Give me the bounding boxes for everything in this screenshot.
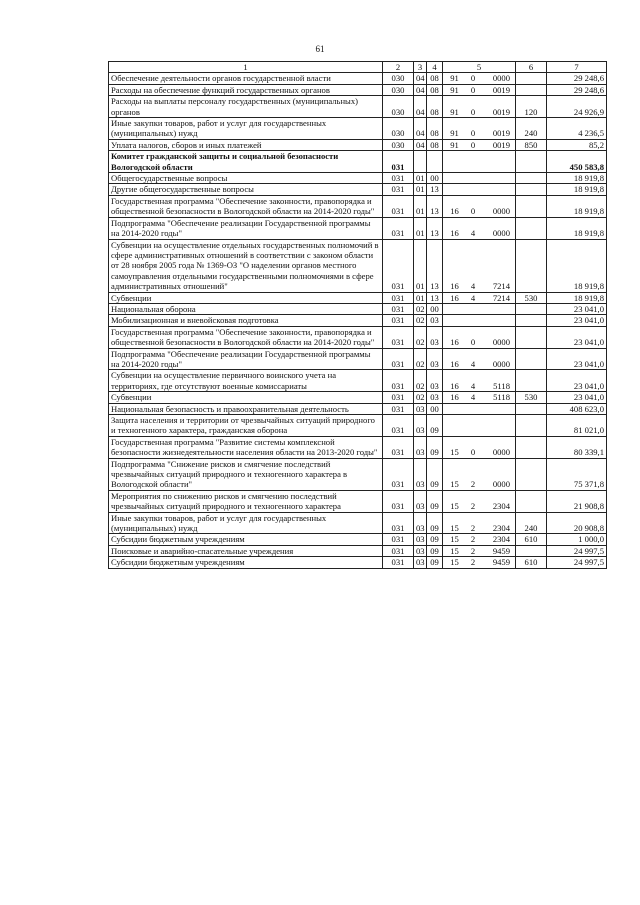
item-name: Общегосударственные вопросы — [109, 173, 383, 184]
code-part-cs1: 15 — [450, 545, 459, 556]
code-part-cs3: 5118 — [493, 380, 510, 391]
target-article-code — [443, 173, 516, 184]
admin-code: 030 — [383, 84, 414, 95]
expense-type-code — [516, 315, 547, 326]
code-part-cs3: 0019 — [492, 128, 510, 139]
section-code: 04 — [414, 73, 427, 84]
expense-type-code — [516, 415, 547, 437]
target-article-code — [443, 348, 516, 370]
expense-type-code — [516, 151, 547, 173]
item-name: Иные закупки товаров, работ и услуг для государственных (муниципальных) нужд — [109, 512, 383, 534]
amount: 408 623,0 — [547, 403, 607, 414]
table-row — [109, 403, 607, 414]
code-part-cs3: 7214 — [492, 292, 510, 303]
code-part-cs3: 5118 — [493, 392, 510, 403]
subsection-code: 13 — [427, 195, 443, 217]
target-article-code — [443, 436, 516, 458]
section-code: 01 — [414, 239, 427, 292]
item-name: Субвенции — [109, 392, 383, 403]
code-part-cs1: 16 — [450, 380, 459, 391]
target-article-code — [443, 315, 516, 326]
item-name: Национальная безопасность и правоохранительная деятельность — [109, 403, 383, 414]
table-row — [109, 392, 607, 403]
table-row — [109, 139, 607, 150]
expense-type-code — [516, 195, 547, 217]
subsection-code: 00 — [427, 173, 443, 184]
admin-code: 031 — [383, 534, 414, 545]
subsection-code: 03 — [427, 326, 443, 348]
target-article-code — [443, 292, 516, 303]
code-part-cs3: 0019 — [492, 106, 510, 117]
subsection-code: 08 — [427, 84, 443, 95]
admin-code: 031 — [383, 184, 414, 195]
section-code: 04 — [414, 84, 427, 95]
admin-code: 031 — [383, 415, 414, 437]
admin-code: 030 — [383, 73, 414, 84]
subsection-code: 08 — [427, 139, 443, 150]
amount: 29 248,6 — [547, 84, 607, 95]
amount: 24 926,9 — [547, 96, 607, 118]
subsection-code: 09 — [427, 458, 443, 490]
admin-code: 031 — [383, 151, 414, 173]
code-part-cs2: 2 — [470, 545, 476, 556]
expense-type-code — [516, 239, 547, 292]
budget-table — [108, 61, 607, 569]
section-code: 03 — [414, 534, 427, 545]
column-header: 2 — [383, 62, 414, 73]
table-row — [109, 534, 607, 545]
code-part-cs2: 0 — [470, 206, 476, 217]
item-name: Иные закупки товаров, работ и услуг для государственных (муниципальных) нужд — [109, 118, 383, 140]
target-article-code — [443, 534, 516, 545]
code-part-cs2: 2 — [470, 479, 476, 490]
code-part-cs1: 16 — [450, 206, 459, 217]
amount: 4 236,5 — [547, 118, 607, 140]
section-code: 04 — [414, 96, 427, 118]
code-part-cs2: 0 — [470, 73, 476, 84]
subsection-code: 00 — [427, 403, 443, 414]
table-row — [109, 557, 607, 568]
admin-code: 031 — [383, 173, 414, 184]
code-part-cs1: 91 — [450, 73, 459, 84]
column-header: 6 — [516, 62, 547, 73]
item-name: Подпрограмма "Снижение рисков и смягчение последствий чрезвычайных ситуаций природного и техногенного характера в Вологодской области" — [109, 458, 383, 490]
section-code: 03 — [414, 490, 427, 512]
amount: 23 041,0 — [547, 303, 607, 314]
code-part-cs3: 9459 — [492, 545, 510, 556]
admin-code: 031 — [383, 303, 414, 314]
code-part-cs2: 4 — [470, 228, 476, 239]
admin-code: 031 — [383, 217, 414, 239]
code-part-cs1: 15 — [450, 523, 459, 534]
table-row — [109, 545, 607, 556]
admin-code: 031 — [383, 436, 414, 458]
target-article-code — [443, 490, 516, 512]
subsection-code: 09 — [427, 436, 443, 458]
target-article-code — [443, 151, 516, 173]
expense-type-code — [516, 348, 547, 370]
item-name: Субвенции на осуществление первичного воинского учета на территориях, где отсутствуют военные комиссариаты — [109, 370, 383, 392]
table-row — [109, 370, 607, 392]
target-article-code — [443, 512, 516, 534]
expense-type-code — [516, 490, 547, 512]
expense-type-code — [516, 403, 547, 414]
code-part-cs3: 0000 — [492, 337, 510, 348]
code-part-cs3: 0000 — [492, 206, 510, 217]
table-row — [109, 326, 607, 348]
code-part-cs1: 15 — [450, 447, 459, 458]
admin-code: 031 — [383, 512, 414, 534]
target-article-code — [443, 557, 516, 568]
table-row — [109, 415, 607, 437]
code-part-cs3: 0000 — [492, 358, 510, 369]
code-part-cs1: 15 — [450, 479, 459, 490]
item-name: Обеспечение деятельности органов государственной власти — [109, 73, 383, 84]
code-part-cs1: 15 — [450, 501, 459, 512]
target-article-code — [443, 326, 516, 348]
code-part-cs1: 91 — [450, 84, 459, 95]
subsection-code: 03 — [427, 392, 443, 403]
code-part-cs3: 2304 — [492, 523, 510, 534]
admin-code: 030 — [383, 96, 414, 118]
target-article-code — [443, 392, 516, 403]
amount: 24 997,5 — [547, 545, 607, 556]
section-code: 01 — [414, 195, 427, 217]
code-part-cs3: 0000 — [492, 479, 510, 490]
admin-code: 030 — [383, 139, 414, 150]
code-part-cs3: 0000 — [492, 73, 510, 84]
code-part-cs1: 16 — [450, 281, 459, 292]
table-row — [109, 195, 607, 217]
table-row — [109, 84, 607, 95]
target-article-code — [443, 545, 516, 556]
subsection-code: 08 — [427, 73, 443, 84]
code-part-cs1: 16 — [450, 337, 459, 348]
section-code: 02 — [414, 348, 427, 370]
item-name: Расходы на обеспечение функций государственных органов — [109, 84, 383, 95]
code-part-cs2: 4 — [470, 380, 476, 391]
item-name: Расходы на выплаты персоналу государственных (муниципальных) органов — [109, 96, 383, 118]
target-article-code — [443, 139, 516, 150]
amount: 23 041,0 — [547, 326, 607, 348]
section-code: 04 — [414, 139, 427, 150]
admin-code: 031 — [383, 370, 414, 392]
expense-type-code — [516, 73, 547, 84]
item-name: Защита населения и территории от чрезвычайных ситуаций природного и техногенного характера, гражданская оборона — [109, 415, 383, 437]
item-name: Поисковые и аварийно-спасательные учреждения — [109, 545, 383, 556]
section-code: 02 — [414, 326, 427, 348]
subsection-code: 08 — [427, 118, 443, 140]
table-row — [109, 73, 607, 84]
expense-type-code: 610 — [516, 534, 547, 545]
target-article-code — [443, 73, 516, 84]
amount: 20 908,8 — [547, 512, 607, 534]
table-row — [109, 118, 607, 140]
subsection-code: 13 — [427, 217, 443, 239]
target-article-code — [443, 303, 516, 314]
target-article-code — [443, 403, 516, 414]
subsection-code: 09 — [427, 545, 443, 556]
column-header: 1 — [109, 62, 383, 73]
code-part-cs2: 0 — [470, 106, 476, 117]
target-article-code — [443, 217, 516, 239]
expense-type-code — [516, 184, 547, 195]
amount: 85,2 — [547, 139, 607, 150]
admin-code: 031 — [383, 490, 414, 512]
section-code: 03 — [414, 436, 427, 458]
expense-type-code — [516, 326, 547, 348]
item-name: Другие общегосударственные вопросы — [109, 184, 383, 195]
code-part-cs2: 0 — [470, 84, 476, 95]
table-row — [109, 96, 607, 118]
amount: 80 339,1 — [547, 436, 607, 458]
subsection-code: 03 — [427, 370, 443, 392]
column-header: 7 — [547, 62, 607, 73]
table-row — [109, 184, 607, 195]
amount: 18 919,8 — [547, 239, 607, 292]
table-row — [109, 436, 607, 458]
admin-code: 031 — [383, 557, 414, 568]
table-row — [109, 239, 607, 292]
item-name: Мероприятия по снижению рисков и смягчению последствий чрезвычайных ситуаций природного и техногенного характера — [109, 490, 383, 512]
admin-code: 031 — [383, 326, 414, 348]
item-name: Субвенции — [109, 292, 383, 303]
expense-type-code — [516, 303, 547, 314]
table-row — [109, 512, 607, 534]
amount: 75 371,8 — [547, 458, 607, 490]
code-part-cs2: 0 — [470, 337, 476, 348]
table-row — [109, 348, 607, 370]
subsection-code: 09 — [427, 557, 443, 568]
subsection-code: 13 — [427, 292, 443, 303]
code-part-cs1: 16 — [450, 358, 459, 369]
section-code: 01 — [414, 217, 427, 239]
expense-type-code: 610 — [516, 557, 547, 568]
subsection-code: 08 — [427, 96, 443, 118]
code-part-cs3: 0019 — [492, 84, 510, 95]
expense-type-code — [516, 545, 547, 556]
admin-code: 030 — [383, 118, 414, 140]
code-part-cs1: 91 — [450, 139, 459, 150]
code-part-cs2: 4 — [470, 292, 476, 303]
table-row — [109, 303, 607, 314]
amount: 18 919,8 — [547, 292, 607, 303]
item-name: Государственная программа "Обеспечение законности, правопорядка и общественной безопасности в Вологодской области на 2014-2020 годы" — [109, 195, 383, 217]
admin-code: 031 — [383, 195, 414, 217]
section-code: 02 — [414, 303, 427, 314]
subsection-code — [427, 151, 443, 173]
amount: 29 248,6 — [547, 73, 607, 84]
section-code: 03 — [414, 415, 427, 437]
item-name: Мобилизационная и вневойсковая подготовка — [109, 315, 383, 326]
item-name: Подпрограмма "Обеспечение реализации Государственной программы на 2014-2020 годы" — [109, 348, 383, 370]
subsection-code: 13 — [427, 184, 443, 195]
column-header: 4 — [427, 62, 443, 73]
column-header: 3 — [414, 62, 427, 73]
section-code: 03 — [414, 512, 427, 534]
amount: 23 041,0 — [547, 348, 607, 370]
amount: 21 908,8 — [547, 490, 607, 512]
code-part-cs2: 4 — [470, 392, 476, 403]
subsection-code: 09 — [427, 512, 443, 534]
code-part-cs3: 0000 — [492, 447, 510, 458]
subsection-code: 03 — [427, 315, 443, 326]
subsection-code: 00 — [427, 303, 443, 314]
section-code: 03 — [414, 403, 427, 414]
expense-type-code: 240 — [516, 118, 547, 140]
expense-type-code: 530 — [516, 292, 547, 303]
expense-type-code — [516, 173, 547, 184]
table-row — [109, 151, 607, 173]
code-part-cs2: 2 — [470, 501, 476, 512]
code-part-cs2: 2 — [470, 523, 476, 534]
amount: 23 041,0 — [547, 392, 607, 403]
amount: 81 021,0 — [547, 415, 607, 437]
subsection-code: 13 — [427, 239, 443, 292]
code-part-cs3: 7214 — [492, 281, 510, 292]
column-header: 5 — [443, 62, 516, 73]
item-name: Субвенции на осуществление отдельных государственных полномочий в сфере административных отношений в соответствии с законом области от 28 ноября 2005 года № 1369-ОЗ "О наделении органов местного самоуправления отдельными государственными полномочиями в сфере административных отношений" — [109, 239, 383, 292]
target-article-code — [443, 84, 516, 95]
amount: 1 000,0 — [547, 534, 607, 545]
code-part-cs3: 2304 — [492, 501, 510, 512]
target-article-code — [443, 96, 516, 118]
item-name: Уплата налогов, сборов и иных платежей — [109, 139, 383, 150]
code-part-cs2: 0 — [470, 447, 476, 458]
item-name: Государственная программа "Обеспечение законности, правопорядка и общественной безопасности в Вологодской области на 2014-2020 годы" — [109, 326, 383, 348]
section-code: 02 — [414, 392, 427, 403]
item-name: Субсидии бюджетным учреждениям — [109, 557, 383, 568]
expense-type-code — [516, 84, 547, 95]
expense-type-code — [516, 370, 547, 392]
item-name: Национальная оборона — [109, 303, 383, 314]
code-part-cs2: 2 — [470, 534, 476, 545]
code-part-cs1: 16 — [450, 292, 459, 303]
amount: 450 583,8 — [547, 151, 607, 173]
section-code: 04 — [414, 118, 427, 140]
item-name: Комитет гражданской защиты и социальной безопасности Вологодской области — [109, 151, 383, 173]
item-name: Государственная программа "Развитие системы комплексной безопасности жизнедеятельности населения области на 2013-2020 годы" — [109, 436, 383, 458]
expense-type-code — [516, 436, 547, 458]
admin-code: 031 — [383, 292, 414, 303]
section-code: 03 — [414, 545, 427, 556]
expense-type-code: 530 — [516, 392, 547, 403]
item-name: Подпрограмма "Обеспечение реализации Государственной программы на 2014-2020 годы" — [109, 217, 383, 239]
code-part-cs2: 2 — [470, 557, 476, 568]
expense-type-code: 850 — [516, 139, 547, 150]
amount: 18 919,8 — [547, 195, 607, 217]
target-article-code — [443, 118, 516, 140]
target-article-code — [443, 239, 516, 292]
code-part-cs2: 0 — [470, 139, 476, 150]
subsection-code: 09 — [427, 415, 443, 437]
target-article-code — [443, 370, 516, 392]
expense-type-code: 240 — [516, 512, 547, 534]
code-part-cs2: 4 — [470, 358, 476, 369]
code-part-cs1: 15 — [450, 534, 459, 545]
section-code — [414, 151, 427, 173]
target-article-code — [443, 415, 516, 437]
admin-code: 031 — [383, 392, 414, 403]
code-part-cs3: 0000 — [492, 228, 510, 239]
page-number: 61 — [315, 44, 325, 54]
code-part-cs1: 16 — [450, 392, 459, 403]
code-part-cs1: 15 — [450, 557, 459, 568]
amount: 23 041,0 — [547, 315, 607, 326]
section-code: 03 — [414, 557, 427, 568]
table-row — [109, 315, 607, 326]
expense-type-code: 120 — [516, 96, 547, 118]
code-part-cs1: 16 — [450, 228, 459, 239]
subsection-code: 09 — [427, 534, 443, 545]
code-part-cs1: 91 — [450, 128, 459, 139]
target-article-code — [443, 458, 516, 490]
expense-type-code — [516, 458, 547, 490]
code-part-cs3: 0019 — [492, 139, 510, 150]
admin-code: 031 — [383, 458, 414, 490]
section-code: 01 — [414, 292, 427, 303]
amount: 24 997,5 — [547, 557, 607, 568]
table-row — [109, 458, 607, 490]
expense-type-code — [516, 217, 547, 239]
amount: 18 919,8 — [547, 217, 607, 239]
amount: 23 041,0 — [547, 370, 607, 392]
code-part-cs3: 9459 — [492, 557, 510, 568]
table-row — [109, 173, 607, 184]
amount: 18 919,8 — [547, 184, 607, 195]
item-name: Субсидии бюджетным учреждениям — [109, 534, 383, 545]
table-row — [109, 490, 607, 512]
table-row — [109, 292, 607, 303]
section-code: 01 — [414, 184, 427, 195]
admin-code: 031 — [383, 403, 414, 414]
admin-code: 031 — [383, 315, 414, 326]
admin-code: 031 — [383, 348, 414, 370]
code-part-cs3: 2304 — [492, 534, 510, 545]
code-part-cs1: 91 — [450, 106, 459, 117]
code-part-cs2: 4 — [470, 281, 476, 292]
section-code: 02 — [414, 370, 427, 392]
admin-code: 031 — [383, 239, 414, 292]
amount: 18 919,8 — [547, 173, 607, 184]
subsection-code: 09 — [427, 490, 443, 512]
section-code: 03 — [414, 458, 427, 490]
section-code: 02 — [414, 315, 427, 326]
table-row — [109, 217, 607, 239]
section-code: 01 — [414, 173, 427, 184]
target-article-code — [443, 184, 516, 195]
target-article-code — [443, 195, 516, 217]
code-part-cs2: 0 — [470, 128, 476, 139]
subsection-code: 03 — [427, 348, 443, 370]
admin-code: 031 — [383, 545, 414, 556]
header-row — [109, 62, 607, 73]
